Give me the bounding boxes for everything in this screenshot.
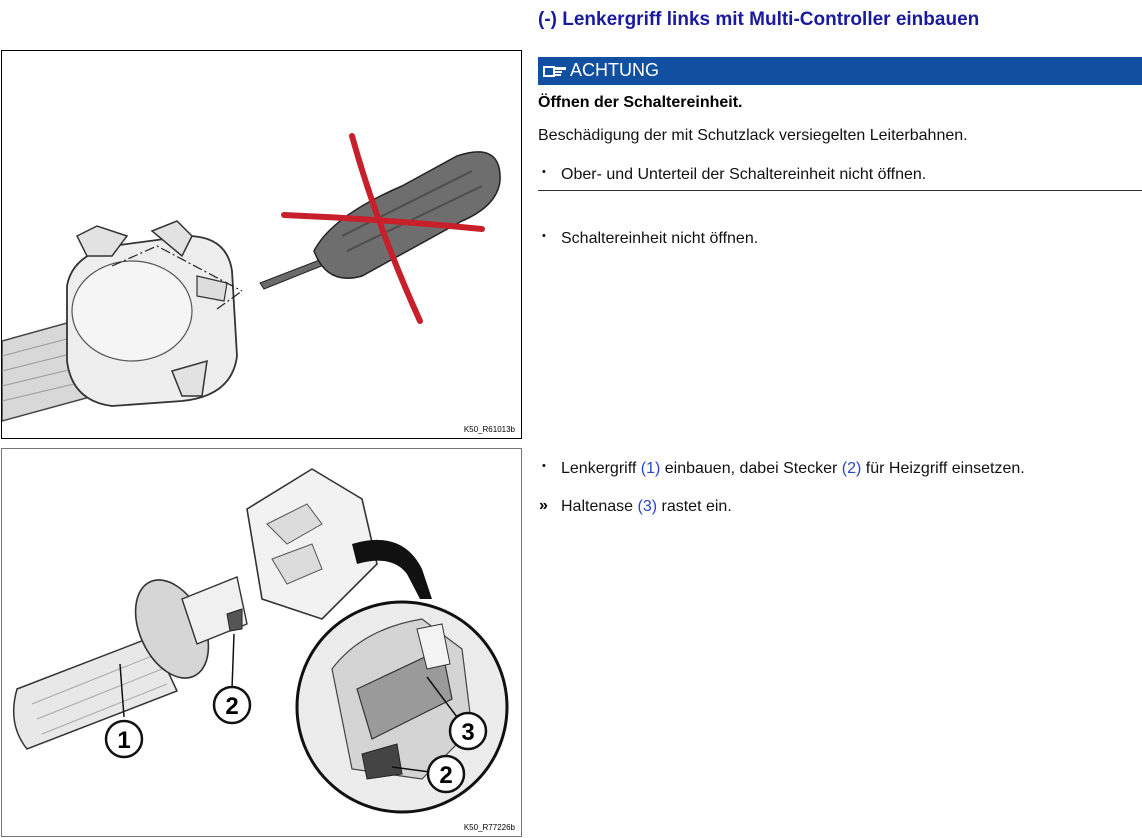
notice-label: ACHTUNG: [570, 60, 659, 80]
result-text: [561, 498, 732, 516]
figure-screwdriver-warning: [1, 50, 522, 439]
figure-grip-installation: [1, 448, 522, 837]
result-text-2: rastet ein.: [657, 498, 732, 515]
step1-bullet: Schaltereinheit nicht öffnen.: [561, 230, 759, 247]
notice-text: Beschädigung der mit Schutzlack versiegelten Leiterbahnen.: [538, 127, 968, 144]
reference-1-link[interactable]: (1): [640, 460, 661, 477]
page-title: (-) Lenkergriff links mit Multi-Controller einbauen: [538, 9, 980, 30]
reference-2-link[interactable]: (2): [841, 460, 862, 477]
result-arrow: »: [539, 497, 548, 514]
notice-bullet: Ober- und Unterteil der Schaltereinheit nicht öffnen.: [561, 166, 927, 183]
step2-text-2: einbauen, dabei Stecker: [660, 460, 842, 477]
callout-2: 2: [225, 693, 239, 720]
divider: [538, 190, 1142, 191]
step2-bullet: [561, 460, 1025, 478]
bullet-dot: •: [542, 166, 546, 178]
callout-2b: 2: [439, 762, 453, 789]
step2-text-1: Lenkergriff: [561, 460, 641, 477]
pointing-hand-icon: [542, 62, 568, 80]
figure-id: K50_R61013b: [463, 425, 515, 434]
callout-3: 3: [461, 719, 475, 746]
reference-3-link[interactable]: (3): [637, 498, 658, 515]
result-text-1: Haltenase: [561, 498, 638, 515]
bullet-dot: •: [542, 230, 546, 242]
step2-text-3: für Heizgriff einsetzen.: [861, 460, 1025, 477]
figure-id: K50_R77226b: [463, 823, 515, 832]
notice-heading: Öffnen der Schaltereinheit.: [538, 94, 743, 111]
notice-bar: [538, 57, 1142, 85]
callout-1: 1: [117, 727, 131, 754]
bullet-dot: •: [542, 460, 546, 472]
